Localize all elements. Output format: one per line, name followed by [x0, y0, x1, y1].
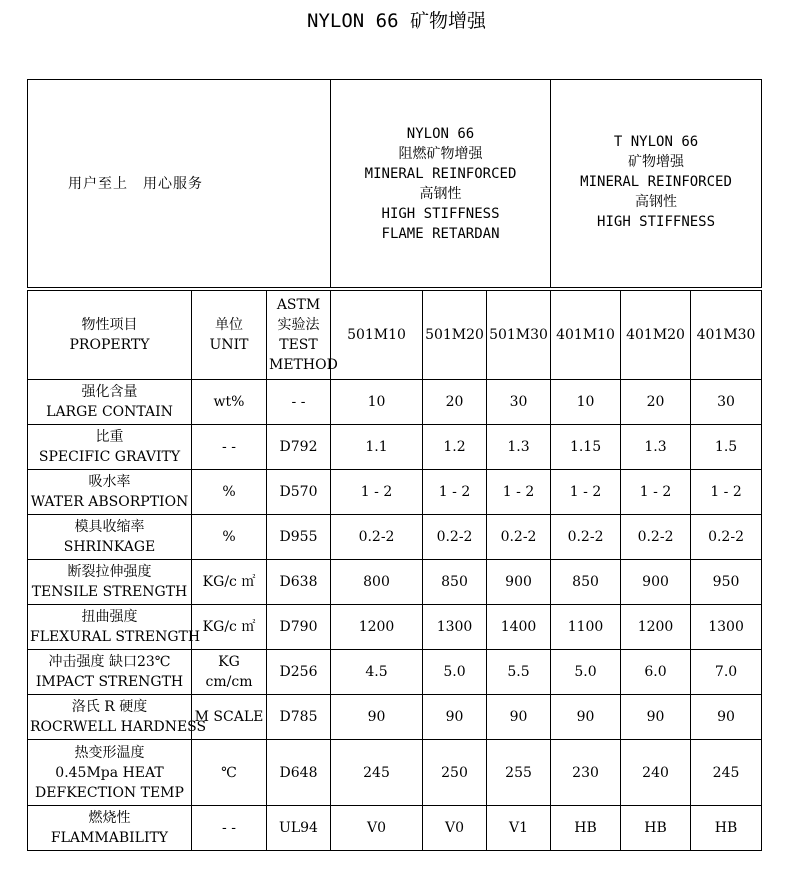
group-501-cell: [331, 80, 551, 288]
value-cell: HB: [551, 806, 621, 851]
value-cell: 5.5: [487, 650, 551, 695]
unit-cell: ℃: [192, 740, 267, 806]
table-row: [28, 695, 762, 740]
property-name-cell: [28, 470, 192, 515]
method-cell: D792: [267, 425, 331, 470]
method-cell: - -: [267, 380, 331, 425]
value-cell: 1 - 2: [487, 470, 551, 515]
method-cell: D570: [267, 470, 331, 515]
property-name-line: DEFKECTION TEMP: [35, 784, 184, 801]
value-cell: 1 - 2: [621, 470, 691, 515]
property-name-line: 燃烧性: [88, 810, 131, 826]
table-row: [28, 425, 762, 470]
grade-header: 501M10: [331, 291, 423, 380]
table-row: [28, 740, 762, 806]
property-name-cell: [28, 650, 192, 695]
unit-cell: KG cm/cm: [192, 650, 267, 695]
grade-header: 401M20: [621, 291, 691, 380]
table-row: [28, 380, 762, 425]
value-cell: 30: [691, 380, 762, 425]
value-cell: 255: [487, 740, 551, 806]
value-cell: 7.0: [691, 650, 762, 695]
grade-header: 401M10: [551, 291, 621, 380]
property-name-line: FLEXURAL STRENGTH: [30, 629, 201, 645]
value-cell: 1.5: [691, 425, 762, 470]
value-cell: 10: [551, 380, 621, 425]
value-cell: 0.2-2: [551, 515, 621, 560]
unit-cell: %: [192, 470, 267, 515]
value-cell: 245: [331, 740, 423, 806]
value-cell: 1.15: [551, 425, 621, 470]
value-cell: 20: [621, 380, 691, 425]
value-cell: 1200: [621, 605, 691, 650]
property-name-line: WATER ABSORPTION: [30, 494, 189, 510]
property-name-line: IMPACT STRENGTH: [35, 674, 184, 690]
value-cell: HB: [691, 806, 762, 851]
value-cell: 0.2-2: [423, 515, 487, 560]
group-501-line: FLAME RETARDAN: [381, 225, 500, 242]
value-cell: 800: [331, 560, 423, 605]
value-cell: 900: [487, 560, 551, 605]
property-name-line: 洛氏 R 硬度: [71, 699, 148, 715]
grade-header: 401M30: [691, 291, 762, 380]
data-rows: [28, 380, 762, 851]
group-501-line: NYLON 66: [406, 125, 475, 142]
group-501-line: 阻燃矿物增强: [398, 145, 483, 162]
value-cell: 90: [691, 695, 762, 740]
unit-cell: M SCALE: [192, 695, 267, 740]
group-401-line: 矿物增强: [628, 154, 685, 170]
group-401-line: MINERAL REINFORCED: [580, 174, 732, 190]
property-name-line: SHRINKAGE: [63, 539, 156, 555]
property-name-line: 强化含量: [81, 384, 138, 400]
value-cell: 230: [551, 740, 621, 806]
property-name-cell: [28, 740, 192, 806]
value-cell: 0.2-2: [331, 515, 423, 560]
table-row: [28, 605, 762, 650]
table-row: [28, 650, 762, 695]
property-name-line: 冲击强度 缺口23℃: [48, 654, 171, 670]
group-501-line: MINERAL REINFORCED: [364, 165, 517, 182]
value-cell: 90: [331, 695, 423, 740]
group-501-line: HIGH STIFFNESS: [381, 205, 500, 222]
property-name-line: LARGE CONTAIN: [46, 404, 173, 420]
method-header: ASTM 实验法 TEST METHOD: [267, 291, 331, 380]
group-501-line: 高钢性: [419, 185, 462, 202]
property-name-line: 0.45Mpa HEAT: [55, 764, 164, 781]
value-cell: 250: [423, 740, 487, 806]
group-401-line: T NYLON 66: [613, 134, 699, 150]
value-cell: 1.3: [487, 425, 551, 470]
value-cell: 90: [621, 695, 691, 740]
unit-cell: KG/c ㎡: [192, 560, 267, 605]
group-401-cell: [551, 80, 762, 288]
unit-cell: wt%: [192, 380, 267, 425]
value-cell: 6.0: [621, 650, 691, 695]
property-name-cell: [28, 695, 207, 740]
value-cell: 1.2: [423, 425, 487, 470]
properties-table: [27, 79, 762, 851]
property-name-line: 吸水率: [88, 474, 131, 490]
value-cell: 0.2-2: [691, 515, 762, 560]
value-cell: 5.0: [551, 650, 621, 695]
property-name-line: 扭曲强度: [81, 609, 138, 625]
property-name-cell: [28, 425, 192, 470]
property-name-line: TENSILE STRENGTH: [31, 584, 188, 600]
value-cell: V0: [331, 806, 423, 851]
value-cell: 245: [691, 740, 762, 806]
property-name-line: 模具收缩率: [74, 519, 145, 535]
method-cell: UL94: [267, 806, 331, 851]
value-cell: 950: [691, 560, 762, 605]
value-cell: 240: [621, 740, 691, 806]
unit-cell: %: [192, 515, 267, 560]
group-401-line: HIGH STIFFNESS: [597, 214, 716, 230]
method-cell: D790: [267, 605, 331, 650]
value-cell: 1 - 2: [423, 470, 487, 515]
unit-header: 单位 UNIT: [192, 291, 267, 380]
value-cell: 1300: [691, 605, 762, 650]
value-cell: V0: [423, 806, 487, 851]
method-cell: D648: [267, 740, 331, 806]
property-name-cell: [28, 560, 192, 605]
value-cell: 1100: [551, 605, 621, 650]
property-name-line: FLAMMABILITY: [50, 830, 169, 846]
value-cell: HB: [621, 806, 691, 851]
value-cell: 0.2-2: [487, 515, 551, 560]
property-name-cell: [28, 806, 192, 851]
method-cell: D785: [267, 695, 331, 740]
property-name-line: 热变形温度: [74, 744, 145, 761]
unit-cell: - -: [192, 806, 267, 851]
value-cell: 1 - 2: [691, 470, 762, 515]
value-cell: 1300: [423, 605, 487, 650]
property-name-line: ROCRWELL HARDNESS: [30, 719, 207, 735]
property-name-cell: [28, 380, 192, 425]
value-cell: 900: [621, 560, 691, 605]
property-name-line: SPECIFIC GRAVITY: [38, 449, 181, 465]
value-cell: 1200: [331, 605, 423, 650]
group-401-line: 高钢性: [635, 194, 678, 210]
value-cell: 10: [331, 380, 423, 425]
column-header-row: [28, 291, 762, 380]
slogan: 用户至上 用心服务: [28, 80, 331, 288]
unit-cell: - -: [192, 425, 267, 470]
table-row: [28, 470, 762, 515]
value-cell: 90: [423, 695, 487, 740]
property-name-line: 断裂拉伸强度: [67, 564, 152, 580]
value-cell: 30: [487, 380, 551, 425]
value-cell: 5.0: [423, 650, 487, 695]
property-header: 物性项目 PROPERTY: [28, 291, 192, 380]
value-cell: 20: [423, 380, 487, 425]
method-cell: D955: [267, 515, 331, 560]
table-row: [28, 515, 762, 560]
value-cell: 1.1: [331, 425, 423, 470]
method-cell: D256: [267, 650, 331, 695]
property-name-cell: [28, 515, 192, 560]
table-row: [28, 560, 762, 605]
group-header-row: [28, 80, 762, 288]
unit-cell: KG/c ㎡: [192, 605, 267, 650]
value-cell: 90: [551, 695, 621, 740]
value-cell: 90: [487, 695, 551, 740]
method-cell: D638: [267, 560, 331, 605]
value-cell: 0.2-2: [621, 515, 691, 560]
value-cell: 1 - 2: [331, 470, 423, 515]
table-row: [28, 806, 762, 851]
value-cell: 1400: [487, 605, 551, 650]
value-cell: 850: [423, 560, 487, 605]
property-name-line: 比重: [95, 429, 124, 445]
value-cell: 1.3: [621, 425, 691, 470]
page-title: NYLON 66 矿物增强: [307, 10, 486, 32]
grade-header: 501M30: [487, 291, 551, 380]
property-name-cell: [28, 605, 201, 650]
grade-header: 501M20: [423, 291, 487, 380]
value-cell: V1: [487, 806, 551, 851]
value-cell: 1 - 2: [551, 470, 621, 515]
value-cell: 850: [551, 560, 621, 605]
value-cell: 4.5: [331, 650, 423, 695]
